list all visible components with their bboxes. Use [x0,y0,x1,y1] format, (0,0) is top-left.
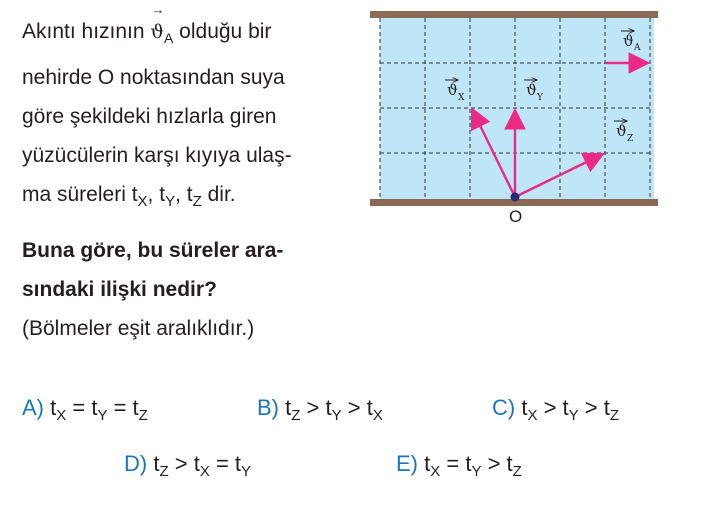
answer-choices [0,385,714,505]
question-text [22,2,367,348]
answer-e-sub1: X [430,463,441,480]
answer-c-t1: t [521,395,528,420]
answer-a-sub2: Y [97,407,108,424]
answer-d-label: D) [124,451,148,476]
answer-d-sub3: Y [241,463,252,480]
answer-b-sub1: Z [291,407,301,424]
answer-c-label: C) [492,395,516,420]
velocity-z-label-symbol: ϑ [616,122,627,140]
velocity-y-label-subscript: Y [537,93,543,103]
times-text-end: dir. [201,183,236,207]
time-subscript-y: Y [165,193,176,211]
answer-e-sub3: Z [512,463,522,480]
velocity-subscript-a: A [164,30,174,47]
flow-velocity-symbol: → ϑ [150,2,165,43]
answer-a-op1: = t [66,395,98,420]
velocity-a-label-symbol: ϑ [623,32,634,50]
times-text-start: ma süreleri t [22,183,138,207]
velocity-y-label-symbol: ϑ [526,81,537,99]
times-separator-1: , t [147,183,166,207]
velocity-x-label-subscript: X [458,93,465,103]
question-note: (Bölmeler eşit aralıklıdır.) [22,317,255,341]
velocity-a-label-subscript: A [634,43,641,53]
answer-d-t1: t [153,451,160,476]
answer-b-sub3: X [372,407,383,424]
answer-c-op2: > t [578,395,610,420]
answer-c-op1: > t [537,395,569,420]
answer-option-e[interactable] [396,451,522,480]
answer-b-op1: > t [300,395,332,420]
velocity-x-label-symbol: ϑ [447,81,458,99]
question-line-5 [22,175,367,221]
question-prompt-line-1: Buna göre, bu süreler ara- [22,239,284,263]
answer-a-op2: = t [107,395,139,420]
answer-c-sub2: Y [568,407,579,424]
river-water [380,16,654,202]
answer-d-op1: > t [168,451,200,476]
times-separator-2: , t [175,183,193,207]
answer-a-sub1: X [56,407,67,424]
question-line-1 [22,2,367,58]
answer-option-c[interactable] [492,395,619,424]
answer-e-op1: = t [440,451,472,476]
time-subscript-z: Z [192,193,202,211]
question-line-2: nehirde O noktasından suya [22,66,285,90]
answer-b-t1: t [285,395,292,420]
velocity-z-label-subscript: Z [627,134,634,144]
answer-c-sub1: X [527,407,538,424]
answer-d-sub1: Z [159,463,169,480]
answer-e-op2: > t [481,451,513,476]
answer-e-t1: t [424,451,431,476]
point-o [511,193,520,202]
question-line-1-end: olduğu bir [173,20,272,43]
point-o-label: O [509,207,523,226]
answer-option-a[interactable] [22,395,148,424]
answer-e-sub2: Y [471,463,482,480]
answer-c-sub3: Z [609,407,620,424]
river-diagram [366,6,666,231]
question-line-3: göre şekildeki hızlarla giren [22,105,277,129]
answer-a-label: A) [22,395,44,420]
answer-b-label: B) [257,395,279,420]
answer-e-label: E) [396,451,418,476]
answer-d-op2: = t [209,451,242,476]
velocity-symbol: ϑ [150,21,164,43]
answer-a-sub3: Z [138,407,148,424]
answer-a-t1: t [50,395,57,420]
time-subscript-x: X [137,193,148,211]
river-figure [366,6,666,231]
top-river-bank [370,11,658,18]
answer-d-sub2: X [199,463,210,480]
answer-option-b[interactable] [257,395,383,424]
question-line-4: yüzücülerin karşı kıyıya ulaş- [22,144,292,168]
question-line-1-start: Akıntı hızının [22,20,151,43]
answer-b-sub2: Y [331,407,342,424]
answer-option-d[interactable] [124,451,251,480]
answer-b-op2: > t [341,395,373,420]
question-prompt-line-2: sındaki ilişki nedir? [22,278,217,302]
